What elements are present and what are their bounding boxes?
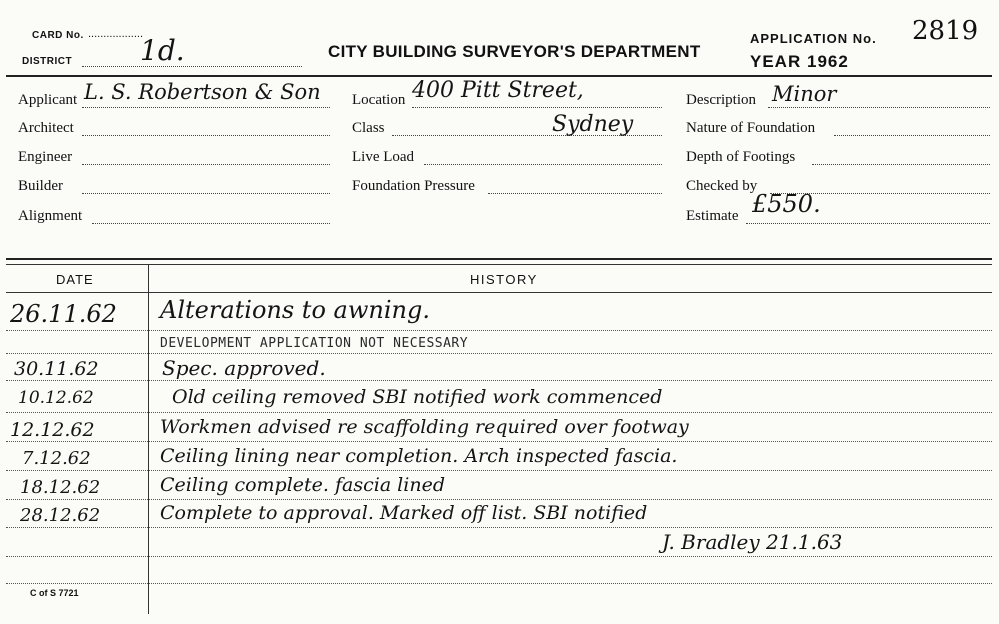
history-date: 10.12.62: [18, 388, 94, 408]
history-date: 18.12.62: [20, 477, 101, 498]
location-value: 400 Pitt Street,: [412, 78, 584, 103]
description-label: Description: [686, 92, 756, 108]
depth-of-footings-label: Depth of Footings: [686, 149, 796, 165]
date-header: DATE: [56, 272, 94, 287]
history-date: 12.12.62: [10, 419, 95, 441]
application-number: 2819: [912, 16, 979, 46]
history-header: HISTORY: [470, 272, 538, 287]
applicant-label: Applicant: [18, 92, 78, 108]
builder-label: Builder: [18, 178, 63, 194]
location-value-2: Sydney: [552, 112, 634, 137]
date-column-divider: [148, 264, 149, 614]
history-date: 28.12.62: [20, 505, 101, 526]
row-rule: [6, 380, 992, 381]
nature-of-foundation-dots: [834, 135, 990, 136]
history-text: Spec. approved.: [162, 356, 326, 380]
card-no-label: CARD No.: [32, 30, 84, 41]
history-top-rule: [6, 258, 992, 260]
row-rule: [6, 330, 992, 331]
header-rule: [6, 75, 992, 77]
card-no-dots: ..................: [88, 28, 144, 40]
history-text: Workmen advised re scaffolding required over footway: [160, 416, 689, 438]
row-rule: [6, 470, 992, 471]
alignment-label: Alignment: [18, 208, 83, 224]
history-date: 26.11.62: [10, 300, 117, 328]
inspector-signature: J. Bradley 21.1.63: [662, 530, 843, 554]
form-code: C of S 7721: [30, 588, 79, 598]
history-text: Alterations to awning.: [160, 296, 430, 324]
district-label: DISTRICT: [22, 56, 73, 67]
row-rule: [6, 441, 992, 442]
description-dots: [768, 107, 990, 108]
history-header-rule: [6, 292, 992, 293]
alignment-dots: [92, 223, 330, 224]
engineer-dots: [82, 164, 330, 165]
location-dots: [412, 107, 662, 108]
history-text: Ceiling complete. fascia lined: [160, 474, 445, 496]
history-date: 30.11.62: [14, 358, 99, 380]
district-dots: [82, 66, 302, 67]
year-label: YEAR: [750, 52, 802, 71]
nature-of-foundation-label: Nature of Foundation: [686, 120, 816, 136]
row-rule: [6, 499, 992, 500]
row-rule: [6, 412, 992, 413]
location-label: Location: [352, 92, 406, 108]
history-text: Complete to approval. Marked off list. SBI notified: [160, 502, 648, 524]
district-value: 1d.: [140, 34, 185, 67]
row-rule: [6, 527, 992, 528]
description-value: Minor: [772, 82, 837, 106]
row-rule: [6, 583, 992, 584]
class-label: Class: [352, 120, 385, 136]
estimate-value: £550.: [752, 190, 821, 218]
history-text: Ceiling lining near completion. Arch inspected fascia.: [160, 445, 678, 467]
year-value: 1962: [807, 52, 849, 71]
application-label: APPLICATION No.: [750, 31, 877, 46]
history-date: 7.12.62: [22, 448, 91, 469]
foundation-pressure-dots: [488, 193, 662, 194]
row-rule: [6, 556, 992, 557]
live-load-label: Live Load: [352, 149, 415, 165]
applicant-dots: [82, 107, 330, 108]
history-text: Old ceiling removed SBI notified work commenced: [172, 386, 663, 408]
estimate-dots: [746, 223, 990, 224]
development-stamp: DEVELOPMENT APPLICATION NOT NECESSARY: [160, 336, 469, 351]
builder-dots: [82, 193, 330, 194]
architect-label: Architect: [18, 120, 74, 136]
history-top-rule-2: [6, 264, 992, 265]
depth-of-footings-dots: [812, 164, 990, 165]
architect-dots: [82, 135, 330, 136]
checked-by-label: Checked by: [686, 178, 758, 194]
row-rule: [6, 353, 992, 354]
engineer-label: Engineer: [18, 149, 73, 165]
live-load-dots: [424, 164, 662, 165]
foundation-pressure-label: Foundation Pressure: [352, 178, 475, 194]
applicant-value: L. S. Robertson & Son: [84, 80, 321, 104]
estimate-label: Estimate: [686, 208, 739, 224]
department-title: CITY BUILDING SURVEYOR'S DEPARTMENT: [328, 42, 701, 61]
